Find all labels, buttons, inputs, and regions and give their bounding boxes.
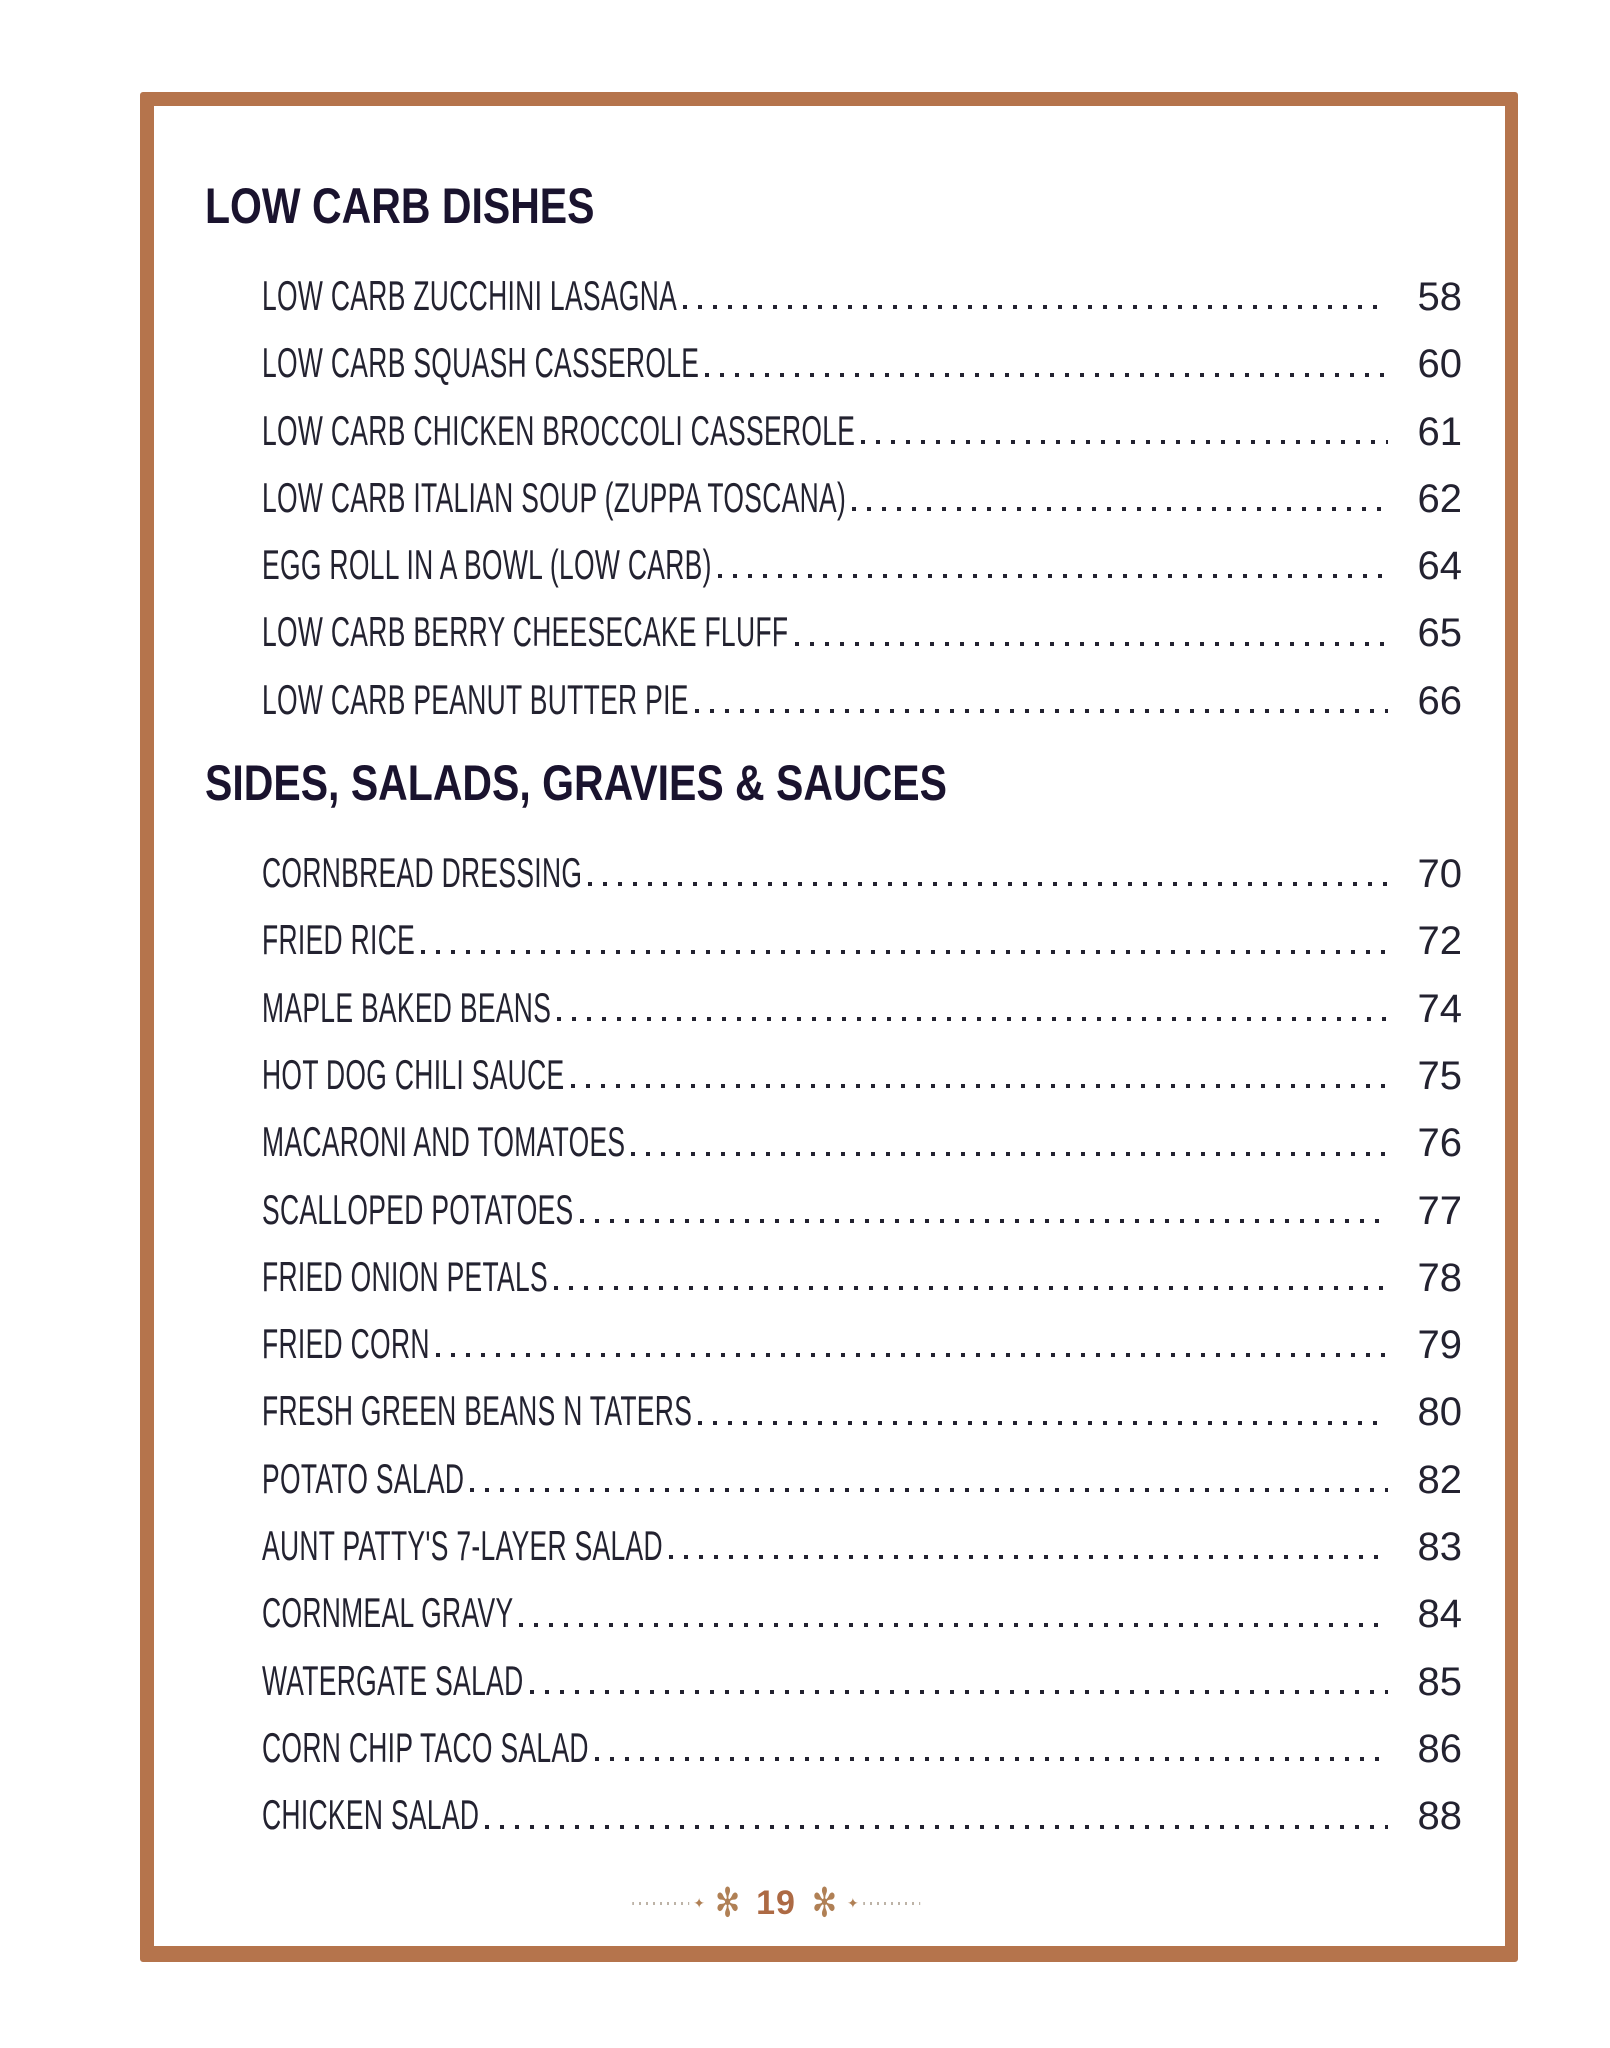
dot-leader bbox=[695, 709, 1388, 713]
toc-entry bbox=[262, 397, 1462, 464]
dot-leader bbox=[595, 1757, 1388, 1761]
toc-entry-page-number: 62 bbox=[1417, 476, 1462, 521]
toc-entry-page-number: 65 bbox=[1417, 611, 1462, 656]
toc-entry bbox=[262, 1579, 1462, 1646]
section-title: SIDES, SALADS, GRAVIES & SAUCES bbox=[205, 755, 947, 812]
toc-entry-page-number: 79 bbox=[1417, 1323, 1462, 1368]
toc-entry-page-number: 77 bbox=[1417, 1188, 1462, 1233]
toc-entry-page-number: 78 bbox=[1417, 1255, 1462, 1300]
toc-entry-page-number: 70 bbox=[1417, 852, 1462, 897]
toc-entry bbox=[262, 1445, 1462, 1512]
toc-entry bbox=[262, 666, 1462, 733]
toc-entry-label: LOW CARB BERRY CHEESECAKE FLUFF bbox=[262, 608, 789, 656]
dot-leader bbox=[580, 1219, 1388, 1223]
dot-leader bbox=[571, 1084, 1388, 1088]
toc-entry-page-number: 83 bbox=[1417, 1525, 1462, 1570]
toc-entry-label: CORN CHIP TACO SALAD bbox=[262, 1723, 589, 1771]
toc-entry-page-number: 66 bbox=[1417, 678, 1462, 723]
toc-entry bbox=[262, 464, 1462, 531]
dot-leader bbox=[554, 1286, 1388, 1290]
toc-entry-page-number: 75 bbox=[1417, 1053, 1462, 1098]
toc-entry-page-number: 58 bbox=[1417, 275, 1462, 319]
page-footer bbox=[632, 1881, 920, 1926]
toc-entry-label: LOW CARB ITALIAN SOUP (ZUPPA TOSCANA) bbox=[262, 473, 847, 521]
dot-leader bbox=[436, 1353, 1388, 1357]
toc-entry bbox=[262, 531, 1462, 598]
footer-dotted-rule-right bbox=[863, 1902, 920, 1905]
toc-entry-label: FRIED ONION PETALS bbox=[262, 1252, 549, 1300]
dot-leader bbox=[557, 1017, 1388, 1021]
dot-leader bbox=[470, 1488, 1388, 1492]
toc-entry bbox=[262, 1310, 1462, 1377]
toc-entry bbox=[262, 1647, 1462, 1714]
dot-leader bbox=[631, 1152, 1388, 1156]
page-number: 19 bbox=[756, 1884, 796, 1922]
toc-entry-page-number: 85 bbox=[1417, 1659, 1462, 1704]
toc-entry bbox=[262, 598, 1462, 665]
toc-entry bbox=[262, 1108, 1462, 1175]
toc-section-low-carb-dishes bbox=[205, 178, 1462, 733]
dot-leader bbox=[852, 507, 1388, 511]
toc-entry-label: FRESH GREEN BEANS N TATERS bbox=[262, 1387, 693, 1435]
toc-entry-page-number: 60 bbox=[1417, 342, 1462, 387]
toc-content bbox=[205, 178, 1462, 1849]
toc-entry bbox=[262, 1714, 1462, 1781]
dot-leader bbox=[683, 305, 1388, 309]
toc-entry-label: CORNMEAL GRAVY bbox=[262, 1589, 514, 1637]
toc-entry bbox=[262, 906, 1462, 973]
toc-entry-label: LOW CARB ZUCCHINI LASAGNA bbox=[262, 272, 678, 319]
toc-entry-list bbox=[262, 262, 1462, 733]
toc-entry-page-number: 84 bbox=[1417, 1592, 1462, 1637]
toc-entry bbox=[262, 839, 1462, 906]
toc-entry-label: MAPLE BAKED BEANS bbox=[262, 983, 552, 1031]
toc-entry-label: CHICKEN SALAD bbox=[262, 1791, 480, 1839]
toc-entry bbox=[262, 1243, 1462, 1310]
toc-entry bbox=[262, 1041, 1462, 1108]
toc-entry bbox=[262, 974, 1462, 1041]
toc-entry-page-number: 72 bbox=[1417, 919, 1462, 964]
toc-entry-label: MACARONI AND TOMATOES bbox=[262, 1118, 626, 1166]
toc-entry-page-number: 64 bbox=[1417, 544, 1462, 589]
toc-entry-page-number: 88 bbox=[1417, 1794, 1462, 1839]
dot-leader bbox=[698, 1421, 1388, 1425]
toc-entry bbox=[262, 1781, 1462, 1848]
dot-leader bbox=[669, 1555, 1388, 1559]
toc-entry bbox=[262, 329, 1462, 396]
toc-entry-page-number: 76 bbox=[1417, 1121, 1462, 1166]
toc-entry-page-number: 80 bbox=[1417, 1390, 1462, 1435]
dot-leader bbox=[485, 1825, 1388, 1829]
dot-leader bbox=[718, 574, 1388, 578]
toc-entry-page-number: 86 bbox=[1417, 1726, 1462, 1771]
dot-leader bbox=[530, 1690, 1388, 1694]
toc-entry bbox=[262, 1176, 1462, 1243]
dot-leader bbox=[421, 950, 1388, 954]
spark-ornament-icon: ✦ bbox=[847, 1895, 859, 1911]
floral-sprig-ornament-icon: ✻ bbox=[811, 1881, 838, 1926]
dot-leader bbox=[861, 440, 1388, 444]
footer-dotted-rule-left bbox=[632, 1902, 689, 1905]
toc-entry-list bbox=[262, 839, 1462, 1848]
toc-entry bbox=[262, 262, 1462, 329]
toc-entry-label: LOW CARB SQUASH CASSEROLE bbox=[262, 339, 700, 387]
toc-entry-page-number: 82 bbox=[1417, 1457, 1462, 1502]
section-title: LOW CARB DISHES bbox=[205, 178, 595, 234]
toc-entry-label: CORNBREAD DRESSING bbox=[262, 849, 583, 897]
toc-entry-label: LOW CARB PEANUT BUTTER PIE bbox=[262, 675, 689, 723]
toc-entry-label: POTATO SALAD bbox=[262, 1454, 465, 1502]
toc-entry bbox=[262, 1377, 1462, 1444]
toc-entry-page-number: 61 bbox=[1417, 409, 1462, 454]
dot-leader bbox=[519, 1623, 1388, 1627]
toc-entry-page-number: 74 bbox=[1417, 986, 1462, 1031]
dot-leader bbox=[588, 882, 1388, 886]
toc-entry-label: LOW CARB CHICKEN BROCCOLI CASSEROLE bbox=[262, 406, 856, 454]
spark-ornament-icon: ✦ bbox=[693, 1895, 705, 1911]
toc-section-sides-salads-gravies-sauces bbox=[205, 755, 1462, 1848]
toc-entry-label: SCALLOPED POTATOES bbox=[262, 1185, 574, 1233]
floral-sprig-ornament-icon: ✻ bbox=[714, 1881, 741, 1926]
dot-leader bbox=[795, 642, 1388, 646]
toc-entry-label: AUNT PATTY'S 7-LAYER SALAD bbox=[262, 1522, 663, 1570]
toc-entry bbox=[262, 1512, 1462, 1579]
dot-leader bbox=[705, 373, 1388, 377]
toc-entry-label: FRIED CORN bbox=[262, 1320, 430, 1368]
toc-entry-label: FRIED RICE bbox=[262, 916, 416, 964]
toc-entry-label: EGG ROLL IN A BOWL (LOW CARB) bbox=[262, 541, 712, 589]
toc-entry-label: HOT DOG CHILI SAUCE bbox=[262, 1050, 565, 1098]
toc-entry-label: WATERGATE SALAD bbox=[262, 1656, 524, 1704]
